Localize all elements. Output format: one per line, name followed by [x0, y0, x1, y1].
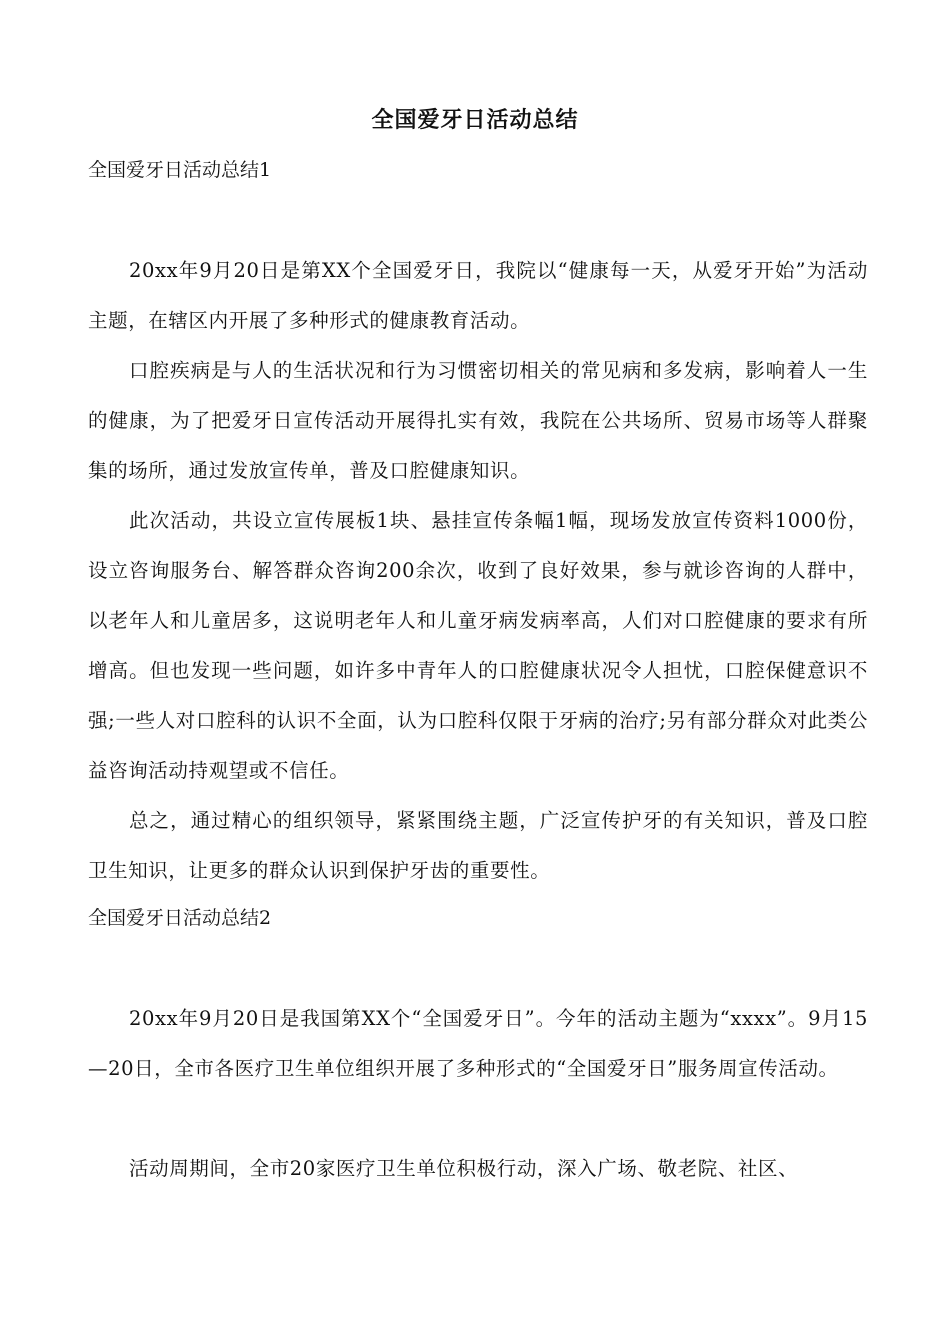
- paragraph: 总之，通过精心的组织领导，紧紧围绕主题，广泛宣传护牙的有关知识，普及口腔卫生知识，让更多的群众认识到保护牙齿的重要性。: [88, 809, 868, 882]
- section-heading-1: 全国爱牙日活动总结1: [88, 159, 272, 181]
- paragraph: 活动周期间，全市20家医疗卫生单位积极行动，深入广场、敬老院、社区、: [129, 1157, 799, 1180]
- document-title: 全国爱牙日活动总结: [371, 107, 579, 133]
- paragraph: 口腔疾病是与人的生活状况和行为习惯密切相关的常见病和多发病，影响着人一生的健康，为了把爱牙日宣传活动开展得扎实有效，我院在公共场所、贸易市场等人群聚集的场所，通过发放宣传单，普及口腔健康知识。: [88, 359, 868, 482]
- section-heading-2: 全国爱牙日活动总结2: [88, 907, 272, 929]
- paragraph: 20xx年9月20日是第XX个全国爱牙日，我院以“健康每一天，从爱牙开始”为活动主题，在辖区内开展了多种形式的健康教育活动。: [88, 259, 868, 332]
- paragraph: 此次活动，共设立宣传展板1块、悬挂宣传条幅1幅，现场发放宣传资料1000份，设立咨询服务台、解答群众咨询200余次，收到了良好效果，参与就诊咨询的人群中，以老年人和儿童居多，这说明老年人和儿童牙病发病率高，人们对口腔健康的要求有所增高。但也发现一些问题，如许多中青年人的口腔健康状况令人担忧，口腔保健意识不强;一些人对口腔科的认识不全面，认为口腔科仅限于牙病的治疗;另有部分群众对此类公益咨询活动持观望或不信任。: [88, 509, 868, 782]
- paragraph: 20xx年9月20日是我国第XX个“全国爱牙日”。今年的活动主题为“xxxx”。9月15—20日，全市各医疗卫生单位组织开展了多种形式的“全国爱牙日”服务周宣传活动。: [88, 1007, 868, 1080]
